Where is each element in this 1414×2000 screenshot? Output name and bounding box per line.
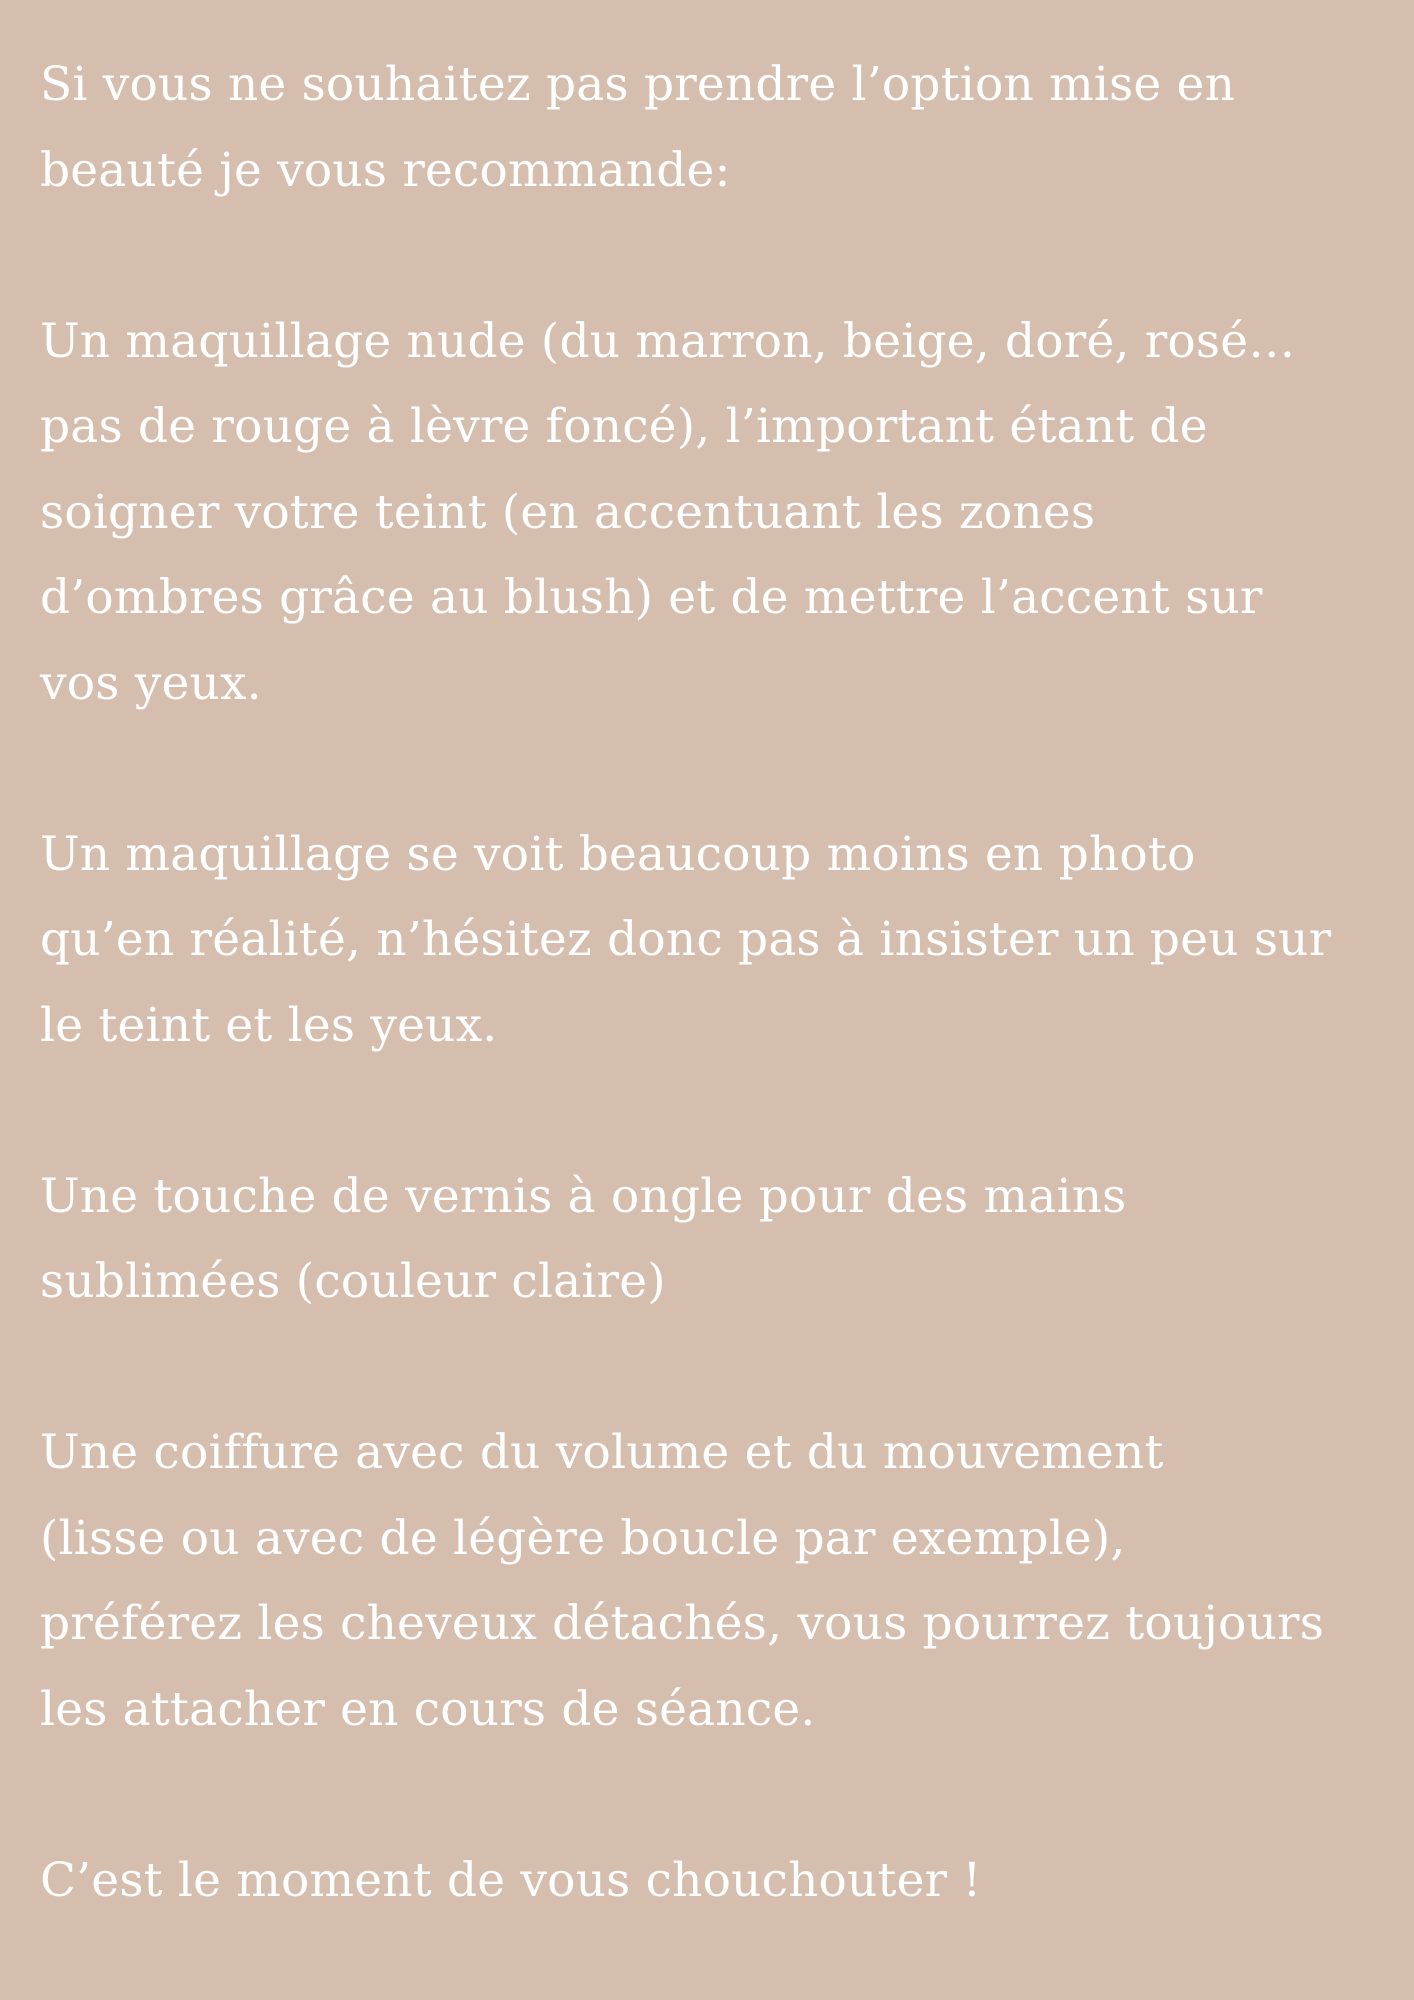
paragraph-gap bbox=[40, 726, 1374, 812]
paragraph-gap bbox=[40, 1068, 1374, 1154]
nails-paragraph: Une touche de vernis à ongle pour des mains sublimées (couleur claire) bbox=[40, 1168, 1127, 1309]
photo-tip-paragraph: Un maquillage se voit beaucoup moins en photo qu’en réalité, n’hésitez donc pas à insister un peu sur le teint et les yeux. bbox=[40, 826, 1332, 1053]
intro-paragraph: Si vous ne souhaitez pas prendre l’option mise en beauté je vous recommande: bbox=[40, 57, 1236, 198]
paragraph-gap bbox=[40, 1752, 1374, 1838]
closing-paragraph: C’est le moment de vous chouchouter ! bbox=[40, 1852, 982, 1908]
paragraph-gap bbox=[40, 1325, 1374, 1411]
hair-paragraph: Une coiffure avec du volume et du mouvement (lisse ou avec de légère boucle par exemple), préférez les cheveux détachés, vous pourrez toujours les attacher en cours de séance. bbox=[40, 1425, 1325, 1737]
makeup-paragraph: Un maquillage nude (du marron, beige, doré, rosé… pas de rouge à lèvre foncé), l’important étant de soigner votre teint (en accentuant les zones d’ombres grâce au blush) et de mettre l’accent sur vos yeux. bbox=[40, 313, 1296, 711]
paragraph-gap bbox=[40, 213, 1374, 299]
